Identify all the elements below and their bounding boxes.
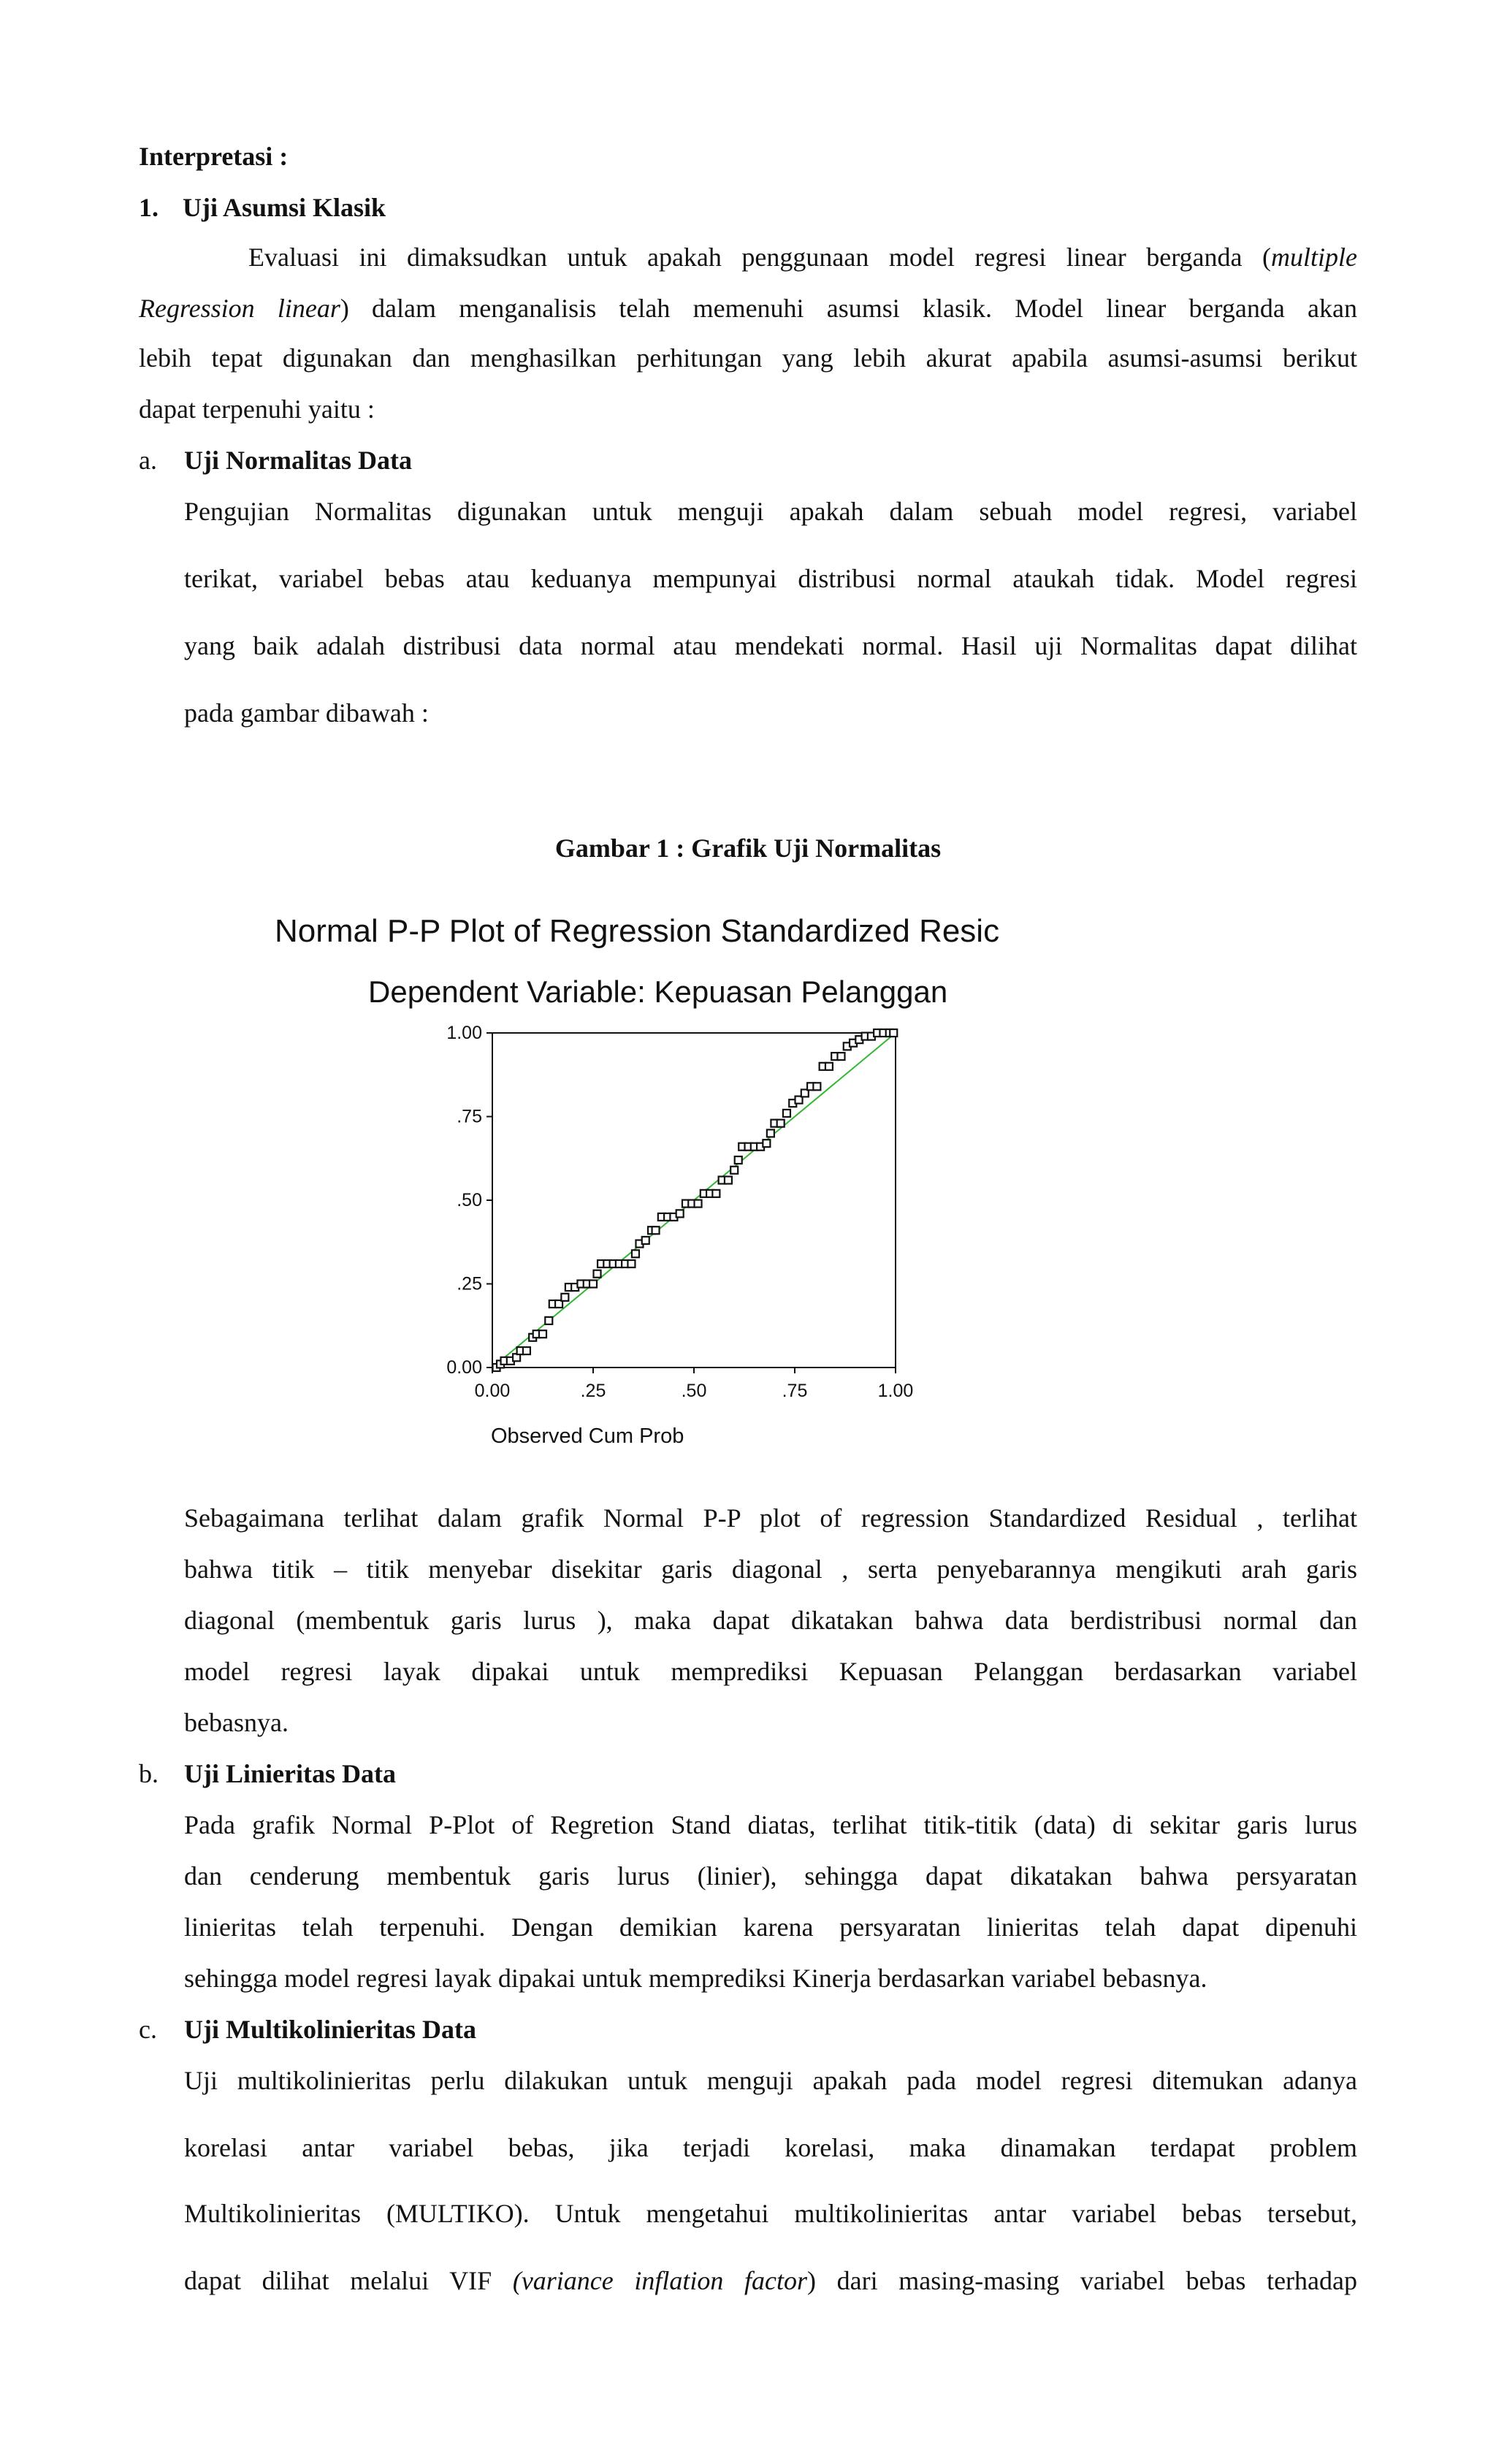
section-b-line-3: linieritas telah terpenuhi. Dengan demikian karena persyaratan linieritas telah dapat dipenuhi xyxy=(184,1912,1357,1942)
data-point xyxy=(712,1190,720,1197)
data-point xyxy=(561,1294,568,1301)
data-point xyxy=(589,1281,597,1288)
intro-line-3: lebih tepat digunakan dan menghasilkan perhitungan yang lebih akurat apabila asumsi-asumsi berikut xyxy=(139,343,1357,373)
data-point xyxy=(594,1270,601,1278)
data-point xyxy=(735,1156,742,1164)
chart-title: Normal P-P Plot of Regression Standardized Resic xyxy=(275,913,1000,949)
after-chart-line-2: bahwa titik – titik menyebar disekitar garis diagonal , serta penyebarannya mengikuti arah garis xyxy=(184,1555,1357,1584)
section-c-line-1: Uji multikolinieritas perlu dilakukan untuk menguji apakah pada model regresi ditemukan adanya xyxy=(184,2066,1357,2095)
section-b-line-1: Pada grafik Normal P-Plot of Regretion Stand diatas, terlihat titik-titik (data) di sekitar garis lurus xyxy=(184,1810,1357,1839)
section-c-marker: c. xyxy=(139,2015,157,2044)
data-point xyxy=(767,1129,774,1137)
section-c-title: Uji Multikolinieritas Data xyxy=(184,2015,476,2044)
intro-line-2-text: ) dalam menganalisis telah memenuhi asumsi klasik. Model linear berganda akan xyxy=(340,294,1358,323)
pp-plot xyxy=(409,1015,964,1468)
y-tick-label: .25 xyxy=(457,1273,482,1294)
data-point xyxy=(695,1200,702,1208)
data-point xyxy=(676,1210,684,1217)
y-tick-label: .75 xyxy=(457,1106,482,1127)
data-point xyxy=(545,1317,552,1324)
section-b-title: Uji Linieritas Data xyxy=(184,1759,396,1788)
section-c-line-3: Multikolinieritas (MULTIKO). Untuk mengetahui multikolinieritas antar variabel bebas tersebut, xyxy=(184,2199,1357,2228)
intro-line-1 xyxy=(248,241,1357,273)
data-point xyxy=(730,1167,738,1174)
data-point xyxy=(539,1330,546,1338)
intro-line-1-italic: multiple xyxy=(1271,243,1357,272)
intro-line-2 xyxy=(139,292,1357,324)
section-1-title: Uji Asumsi Klasik xyxy=(183,193,386,222)
data-point xyxy=(783,1110,790,1117)
data-point xyxy=(837,1053,844,1060)
chart-subtitle: Dependent Variable: Kepuasan Pelanggan xyxy=(368,974,948,1009)
x-tick-label: .25 xyxy=(580,1381,606,1401)
section-b-marker: b. xyxy=(139,1759,159,1788)
y-tick-label: 0.00 xyxy=(446,1357,482,1378)
data-point xyxy=(825,1063,833,1070)
x-tick-label: .50 xyxy=(681,1381,707,1401)
data-point xyxy=(890,1029,897,1037)
y-tick-label: .50 xyxy=(457,1190,482,1210)
intro-line-2-italic: Regression linear xyxy=(139,294,340,323)
page-heading: Interpretasi : xyxy=(139,142,289,171)
section-a-title: Uji Normalitas Data xyxy=(184,446,412,475)
intro-line-4: dapat terpenuhi yaitu : xyxy=(139,394,375,424)
section-b-line-4: sehingga model regresi layak dipakai untuk memprediksi Kinerja berdasarkan variabel bebasnya. xyxy=(184,1964,1207,1993)
data-point xyxy=(627,1260,635,1267)
section-c-line-4-text: dapat dilihat melalui VIF xyxy=(184,2266,513,2295)
data-point xyxy=(813,1083,820,1090)
section-c-line-2: korelasi antar variabel bebas, jika terjadi korelasi, maka dinamakan terdapat problem xyxy=(184,2133,1357,2162)
section-b-line-2: dan cenderung membentuk garis lurus (linier), sehingga dapat dikatakan bahwa persyaratan xyxy=(184,1861,1357,1891)
data-point xyxy=(632,1250,639,1257)
section-1-number: 1. xyxy=(139,193,159,222)
section-a-line-2: terikat, variabel bebas atau keduanya mempunyai distribusi normal ataukah tidak. Model regresi xyxy=(184,564,1357,593)
after-chart-line-1: Sebagaimana terlihat dalam grafik Normal P-P plot of regression Standardized Residual , terlihat xyxy=(184,1503,1357,1533)
section-a-line-3: yang baik adalah distribusi data normal atau mendekati normal. Hasil uji Normalitas dapat dilihat xyxy=(184,631,1357,660)
section-a-marker: a. xyxy=(139,446,157,475)
data-point xyxy=(725,1177,732,1184)
data-point xyxy=(652,1227,660,1234)
x-tick-label: .75 xyxy=(782,1381,808,1401)
section-c-line-4-italic: (variance inflation factor xyxy=(512,2266,808,2295)
section-a-line-4: pada gambar dibawah : xyxy=(184,698,429,728)
figure-caption: Gambar 1 : Grafik Uji Normalitas xyxy=(554,834,942,863)
after-chart-line-5: bebasnya. xyxy=(184,1708,289,1737)
data-point xyxy=(642,1237,649,1244)
data-point xyxy=(777,1120,785,1127)
x-tick-label: 0.00 xyxy=(474,1381,511,1401)
intro-line-1-text: Evaluasi ini dimaksudkan untuk apakah penggunaan model regresi linear berganda ( xyxy=(248,243,1272,272)
y-tick-label: 1.00 xyxy=(446,1023,482,1043)
after-chart-line-4: model regresi layak dipakai untuk memprediksi Kepuasan Pelanggan berdasarkan variabel xyxy=(184,1657,1357,1686)
section-a-line-1: Pengujian Normalitas digunakan untuk menguji apakah dalam sebuah model regresi, variabel xyxy=(184,497,1357,526)
data-point xyxy=(763,1140,770,1147)
x-tick-label: 1.00 xyxy=(877,1381,914,1401)
section-c-line-4 xyxy=(184,2265,1357,2297)
section-c-line-4-tail: ) dari masing-masing variabel bebas terhadap xyxy=(807,2266,1357,2295)
after-chart-line-3: diagonal (membentuk garis lurus ), maka dapat dikatakan bahwa data berdistribusi normal dan xyxy=(184,1606,1357,1635)
data-point xyxy=(523,1347,530,1354)
chart-xlabel: Observed Cum Prob xyxy=(491,1424,684,1448)
